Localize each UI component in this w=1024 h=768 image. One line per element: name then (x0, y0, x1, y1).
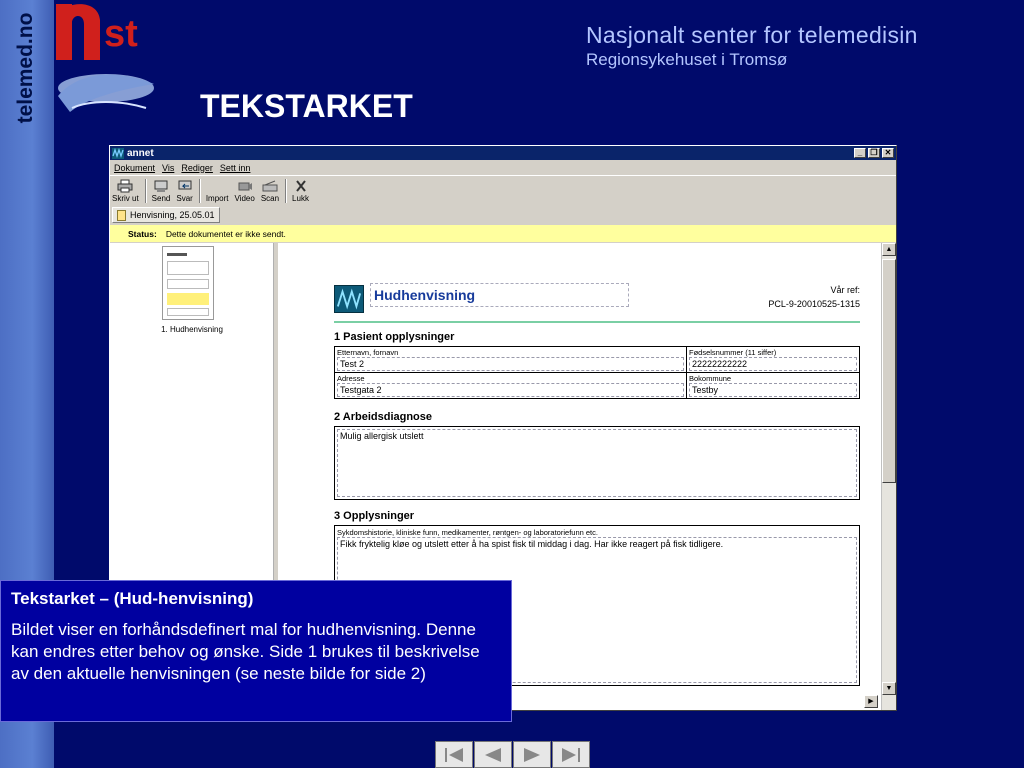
ref-value: PCL-9-20010525-1315 (768, 299, 860, 309)
close-x-icon (293, 179, 309, 193)
print-label: Skriv ut (112, 194, 139, 203)
waveform-logo-icon (334, 285, 364, 313)
info-label: Sykdomshistorie, kliniske funn, medikamenter, røntgen- og laboratoriefunn etc. (337, 528, 598, 537)
tab-label: Henvisning, 25.05.01 (130, 210, 215, 220)
send-button[interactable] (152, 179, 171, 203)
next-icon (521, 746, 543, 764)
patient-info-grid (334, 346, 860, 399)
reply-icon (177, 179, 193, 193)
previous-slide-button[interactable] (474, 741, 512, 768)
send-label: Send (151, 194, 171, 203)
name-field[interactable]: Test 2 (337, 357, 684, 371)
scanner-icon (262, 179, 278, 193)
toolbar-separator (285, 179, 287, 203)
last-slide-button[interactable] (552, 741, 590, 768)
document-title[interactable]: Hudhenvisning (370, 283, 629, 307)
import-icon (209, 179, 225, 193)
toolbar-separator (145, 179, 147, 203)
document-icon (117, 210, 126, 221)
info-field[interactable]: Fikk fryktelig kløe og utslett etter å ha spist fisk til middag i dag. Har ikke reagert på fisk tidligere. (337, 537, 857, 683)
first-slide-button[interactable] (435, 741, 473, 768)
video-label: Video (234, 194, 255, 203)
video-icon (237, 179, 253, 193)
menu-dokument[interactable]: Dokument (114, 162, 156, 173)
import-button[interactable] (206, 179, 229, 203)
section-2-title: 2 Arbeidsdiagnose (334, 411, 433, 423)
ssn-label: Fødselsnummer (11 siffer) (689, 348, 777, 357)
address-field[interactable]: Testgata 2 (337, 383, 684, 397)
close-doc-button[interactable] (292, 179, 309, 203)
section-1-title: 1 Pasient opplysninger (334, 331, 455, 343)
reply-label: Svar (176, 194, 193, 203)
section-3-title: 3 Opplysninger (334, 510, 415, 522)
municipality-label: Bokommune (689, 374, 732, 383)
scroll-thumb[interactable] (882, 259, 896, 483)
org-line-2: Regionsykehuset i Tromsø (586, 50, 788, 69)
menu-vis[interactable]: Vis (162, 162, 175, 173)
status-bar (110, 225, 896, 242)
reference-block (768, 283, 860, 311)
app-icon (112, 148, 124, 159)
toolbar-separator (199, 179, 201, 203)
menu-sett-inn[interactable]: Sett inn (219, 162, 251, 173)
thumbnail-label: 1. Hudhenvisning (161, 325, 223, 334)
status-label: Status: (128, 228, 157, 239)
print-button[interactable] (112, 179, 139, 203)
previous-icon (482, 746, 504, 764)
vertical-site-text: telemed.no (14, 12, 37, 123)
header-rule (334, 321, 860, 323)
menubar (110, 160, 896, 175)
status-text: Dette dokumentet er ikke sendt. (165, 228, 286, 239)
import-label: Import (205, 194, 229, 203)
ref-label: Vår ref: (830, 285, 860, 295)
scroll-up-icon[interactable]: ▲ (882, 243, 896, 256)
slide-navigation (435, 741, 591, 768)
svg-text:st: st (104, 13, 138, 55)
caption-body: Bildet viser en forhåndsdefinert mal for hudhenvisning. Denne kan endres etter behov og ønske. Side 1 brukes til beskrivelse av den aktuelle henvisningen (se neste bilde for side 2) (11, 620, 480, 683)
last-icon (560, 746, 582, 764)
scan-button[interactable] (261, 179, 279, 203)
close-window-button[interactable]: ✕ (882, 148, 894, 158)
reply-button[interactable] (176, 179, 192, 203)
close-label: Lukk (292, 194, 309, 203)
scan-label: Scan (260, 194, 280, 203)
menu-rediger[interactable]: Rediger (181, 162, 213, 173)
diagnosis-field[interactable]: Mulig allergisk utslett (337, 429, 857, 497)
scroll-right-icon[interactable]: ▶ (864, 695, 878, 708)
municipality-field[interactable]: Testby (689, 383, 857, 397)
scroll-down-icon[interactable]: ▼ (882, 682, 896, 695)
video-button[interactable] (234, 179, 254, 203)
printer-icon (117, 179, 133, 193)
caption-title: Tekstarket – (Hud-henvisning) (11, 589, 254, 608)
first-icon (443, 746, 465, 764)
org-line-1: Nasjonalt senter for telemedisin (586, 22, 918, 48)
toolbar (110, 175, 896, 205)
vertical-scrollbar[interactable] (881, 243, 896, 710)
window-title: annet (127, 147, 154, 159)
restore-button[interactable]: ❐ (868, 148, 880, 158)
nst-logo (50, 0, 170, 125)
diagnosis-box (334, 426, 860, 500)
send-icon (153, 179, 169, 193)
tab-henvisning[interactable] (112, 207, 220, 223)
page-thumbnail[interactable] (162, 246, 214, 320)
caption-box (0, 580, 512, 722)
next-slide-button[interactable] (513, 741, 551, 768)
window-titlebar (110, 146, 896, 160)
ssn-field[interactable]: 22222222222 (689, 357, 857, 371)
name-label: Etternavn, fornavn (337, 348, 399, 357)
minimize-button[interactable]: _ (854, 148, 866, 158)
organization-name (586, 22, 918, 70)
slide-title: TEKSTARKET (200, 88, 413, 124)
document-tabs (110, 205, 896, 225)
address-label: Adresse (337, 374, 365, 383)
